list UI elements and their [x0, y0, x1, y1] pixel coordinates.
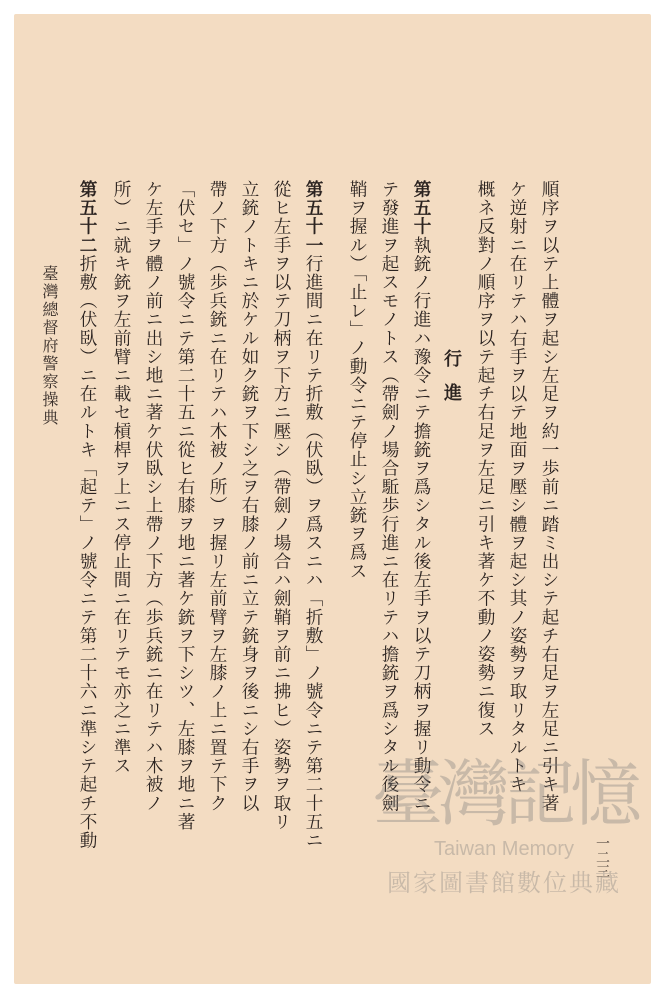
column-text: 行進間ニ在リテ折敷（伏臥）ヲ爲スニハ「折敷」ノ號令ニテ第二十五ニ	[303, 254, 323, 850]
column-text: 所）ニ就キ銃ヲ左前臂ニ載セ槓桿ヲ上ニス停止間ニ在リテモ亦之ニ準ス	[111, 180, 131, 776]
watermark-library: 國家圖書館數位典藏	[387, 869, 621, 897]
page-number: 一二三	[594, 836, 610, 878]
article-52-column	[72, 180, 102, 970]
article-number: 第五十一	[303, 180, 323, 255]
column-text: 帶ノ下方（歩兵銃ニ在リテハ木被ノ所）ヲ握リ左前臂ヲ左膝ノ上ニ置テ下ク	[207, 180, 227, 813]
text-column-11	[202, 180, 232, 970]
watermark-logo-text: 臺灣記憶	[371, 752, 636, 836]
column-text: 折敷（伏臥）ニ在ルトキ「起テ」ノ號令ニテ第二十六ニ準シテ起チ不動	[77, 254, 97, 850]
section-heading: 行進	[441, 349, 462, 417]
column-text: テ發進ヲ起スモノトス（帶劍ノ場合駈歩行進ニ在リテハ擔銃ヲ爲シタル後劍	[379, 180, 399, 813]
text-column-10	[234, 180, 264, 970]
column-text: 概ネ反對ノ順序ヲ以テ起チ右足ヲ左足ニ引キ著ケ不動ノ姿勢ニ復ス	[475, 180, 495, 738]
text-column-14	[106, 180, 136, 970]
column-text: 鞘ヲ握ル）「止レ」ノ動令ニテ停止シ立銃ヲ爲ス	[347, 180, 367, 581]
column-text: 立銃ノトキニ於ケル如ク銃ヲ下シ之ヲ右膝ノ前ニ立テ銃身ヲ後ニシ右手ヲ以	[239, 180, 259, 813]
column-text: 順序ヲ以テ上體ヲ起シ左足ヲ約一歩前ニ踏ミ出シテ起チ右足ヲ左足ニ引キ著	[539, 180, 559, 813]
column-text: 執銃ノ行進ハ豫令ニテ擔銃ヲ爲シタル後左手ヲ以テ刀柄ヲ握リ動令ニ	[411, 235, 431, 813]
book-page	[14, 14, 651, 984]
text-column-13	[138, 180, 168, 970]
book-title-footer: 臺灣總督府警察操典	[40, 265, 59, 427]
article-number: 第五十二	[77, 180, 97, 255]
column-text: 從ヒ左手ヲ以テ刀柄ヲ下方ニ壓シ（帶劍ノ場合ハ劍鞘ヲ前ニ拂ヒ）姿勢ヲ取リ	[271, 180, 291, 831]
column-text: 「伏セ」ノ號令ニテ第二十五ニ從ヒ右膝ヲ地ニ著ケ銃ヲ下シツ、左膝ヲ地ニ著	[175, 180, 195, 831]
column-text: ケ左手ヲ體ノ前ニ出シ地ニ著ケ伏臥シ上帶ノ下方（歩兵銃ニ在リテハ木被ノ	[143, 180, 163, 813]
text-column-9	[266, 180, 296, 970]
article-51-column	[298, 180, 328, 970]
text-column-12	[170, 180, 200, 970]
article-number: 第五十	[411, 180, 431, 236]
watermark	[354, 754, 654, 964]
column-text: ケ逆射ニ在リテハ右手ヲ以テ地面ヲ壓シ體ヲ起シ其ノ姿勢ヲ取リタルトキ	[507, 180, 527, 794]
watermark-english: Taiwan Memory	[433, 838, 575, 860]
